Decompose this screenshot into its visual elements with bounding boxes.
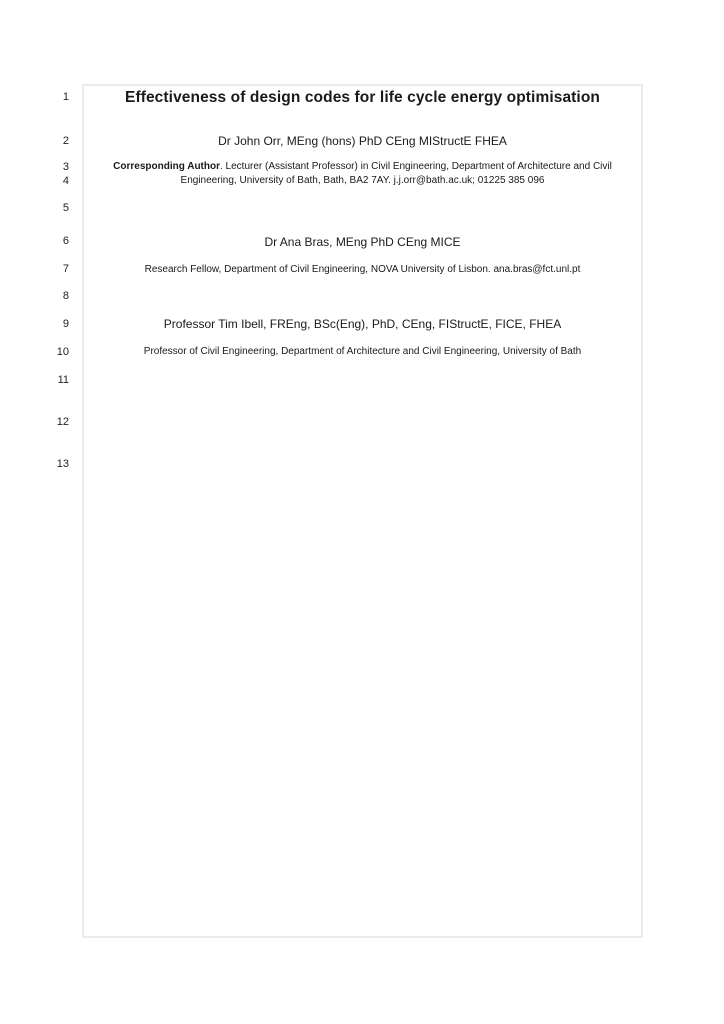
author-1-name: Dr John Orr, MEng (hons) PhD CEng MIStructE FHEA (218, 134, 507, 148)
paper-title: Effectiveness of design codes for life cycle energy optimisation (125, 89, 600, 106)
line-number: 8 (62, 290, 69, 302)
line-number: 12 (56, 416, 69, 428)
corresponding-author-label: Corresponding Author (113, 161, 220, 172)
line-number: 5 (62, 202, 69, 214)
line-number: 4 (62, 175, 69, 187)
text-frame-border (82, 84, 643, 938)
line-number: 13 (56, 458, 69, 470)
author-1-affiliation (89, 160, 636, 188)
line-number: 10 (56, 346, 69, 358)
line-number: 1 (62, 91, 69, 103)
corresponding-author-details: . Lecturer (Assistant Professor) in Civil Engineering, Department of Architecture and Civil Engineering, University of Bath, Bath, BA2 7AY. j.j.orr@bath.ac.uk; 01225 385 096 (180, 161, 612, 186)
line-number: 6 (62, 235, 69, 247)
line-number: 9 (62, 318, 69, 330)
author-2-name: Dr Ana Bras, MEng PhD CEng MICE (264, 235, 461, 249)
line-number: 3 (62, 161, 69, 173)
line-number: 7 (62, 263, 69, 275)
author-2-affiliation: Research Fellow, Department of Civil Engineering, NOVA University of Lisbon. ana.bras@fct.unl.pt (144, 264, 581, 275)
line-number: 2 (62, 135, 69, 147)
author-3-name: Professor Tim Ibell, FREng, BSc(Eng), PhD, CEng, FIStructE, FICE, FHEA (163, 317, 562, 331)
line-number: 11 (57, 374, 69, 386)
author-3-affiliation: Professor of Civil Engineering, Department of Architecture and Civil Engineering, University of Bath (143, 346, 582, 357)
